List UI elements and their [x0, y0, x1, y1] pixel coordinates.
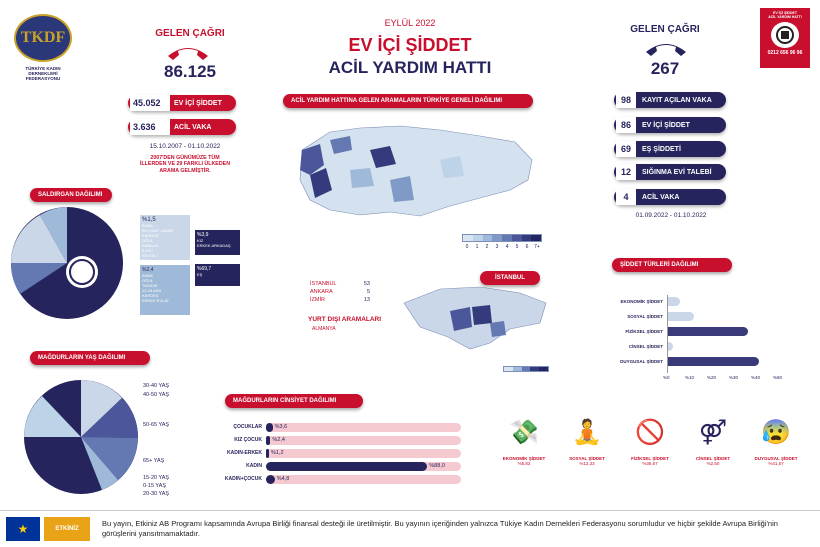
right-row-2-value: 69 [616, 141, 636, 157]
gender-bar-track [266, 436, 461, 445]
hotline-line2: ACİL YARDIM HATTI [768, 15, 802, 19]
icon-pct-2: %36,67 [642, 461, 658, 466]
gender-bar-value: %1,2 [271, 450, 284, 456]
icon-item-2 [621, 418, 679, 493]
aggr-box4-item-3: 12-18 ARA [142, 288, 162, 293]
gender-bar-track [266, 423, 461, 432]
phone-icon-left [165, 42, 211, 62]
gender-label: MAĞDURLARIN CİNSİYET DAĞILIMI [225, 394, 363, 408]
city-name-1: ANKARA [310, 289, 333, 295]
aggr-box2-item-1: ERKEK ARKADAŞ [197, 243, 231, 248]
violence-types-label: ŞİDDET TÜRLERİ DAĞILIMI [612, 258, 732, 272]
violence-axis-tick: %0 [663, 375, 670, 380]
istanbul-map [400, 283, 550, 358]
phone-icon-right [643, 38, 689, 58]
left-row-1-value: 3.636 [130, 119, 170, 135]
ist-legend-swatch-0 [504, 367, 513, 371]
violence-axis-tick: %10 [685, 375, 695, 380]
legend-swatch-7 [531, 235, 541, 241]
icon-item-4 [747, 418, 805, 493]
aggr-box1-item-5: İLGİLİ [142, 248, 153, 253]
icon-pct-1: %12,33 [579, 461, 595, 466]
title-line1: EV İÇİ ŞİDDET [348, 35, 472, 55]
aggr-box1-item-7: EŞ [142, 258, 148, 263]
right-row-1 [614, 117, 726, 133]
etkiniz-logo: ETKİNİZ [44, 517, 90, 541]
eu-flag-icon: ★ [6, 517, 40, 541]
aggr-box1-item-2: KARDEŞ [142, 233, 159, 238]
right-row-3-value: 12 [616, 164, 636, 180]
gender-bar-value: %2,4 [272, 437, 285, 443]
age-label-5: 0-15 YAŞ [143, 483, 167, 489]
hotline-line1: EV İÇİ ŞİDDET [773, 11, 797, 15]
aggr-box4-item-0: ANNE [142, 273, 154, 278]
right-row-2 [614, 141, 726, 157]
gender-row-label: KADIN-ERKEK [227, 450, 262, 456]
gender-symbols-icon: ⚤ [698, 419, 728, 446]
logo-caption: TÜRKİYE KADIN DERNEKLERİ FEDERASYONU [25, 66, 61, 81]
city-value-2: 13 [363, 297, 370, 303]
gender-row-label: KADIN+ÇOCUK [224, 476, 262, 482]
age-label-2: 50-65 YAŞ [143, 422, 170, 428]
aggr-box4-item-5: ERKEK EVLAT [142, 298, 170, 303]
federation-logo: TKDF [14, 14, 72, 62]
violence-bar [667, 312, 694, 321]
map-legend-bar [462, 234, 542, 242]
left-calls-label: GELEN ÇAĞRI [155, 28, 225, 39]
gender-row [200, 435, 470, 446]
gender-bar [266, 475, 275, 484]
right-row-4-value: 4 [616, 189, 636, 205]
city-name-0: İSTANBUL [310, 281, 337, 287]
violence-axis-tick: %30 [729, 375, 739, 380]
istanbul-legend [503, 366, 549, 372]
right-row-3-label: SIĞINMA EVİ TALEBİ [642, 168, 712, 176]
violence-row-label: CİNSEL ŞİDDET [628, 344, 663, 349]
legend-tick-6: 6 [525, 244, 529, 250]
left-row-0-label: EV İÇİ ŞİDDET [174, 99, 222, 107]
right-row-0-value: 98 [616, 92, 636, 108]
right-row-4-label: ACİL VAKA [642, 193, 680, 201]
legend-tick-3: 3 [495, 244, 499, 250]
abroad-title: YURT DIŞI ARAMALARI [308, 316, 382, 323]
age-label-3: 65+ YAŞ [143, 458, 165, 464]
right-row-0 [614, 92, 726, 108]
left-row-1-label: ACİL VAKA [174, 123, 212, 131]
gender-row-label: KADIN [246, 463, 262, 469]
aggressor-pie [10, 206, 125, 321]
social-icon: 🧘 [572, 419, 602, 446]
hotline-phone-icon [771, 22, 799, 48]
aggr-box1-item-1: BOYUNE / ANNE [142, 228, 174, 233]
violence-bar [667, 327, 748, 336]
icons-row [495, 418, 805, 493]
city-value-0: 53 [363, 281, 370, 287]
legend-swatch-4 [502, 235, 512, 241]
violence-axis-tick: %20 [707, 375, 717, 380]
city-row-2 [310, 297, 370, 303]
legend-swatch-3 [492, 235, 502, 241]
gender-row-label: ÇOCUKLAR [233, 424, 262, 430]
turkey-map [290, 120, 540, 230]
icon-label-0: EKONOMİK ŞİDDET [502, 456, 546, 461]
left-calls-total: 86.125 [164, 62, 216, 81]
gender-row-label: KIZ ÇOCUK [234, 437, 262, 443]
hotline-phone: 0212 656 96 96 [767, 50, 803, 56]
violence-chart [605, 295, 805, 390]
age-label-4: 15-20 YAŞ [143, 475, 170, 481]
ist-legend-swatch-2 [522, 367, 531, 371]
left-row-0-value: 45.052 [130, 95, 170, 111]
aggr-box1-item-6: SEVGİLİ [142, 253, 158, 258]
gender-row [200, 461, 470, 472]
gender-bar [266, 436, 270, 445]
footer [0, 510, 820, 547]
icon-label-4: DUYGUSAL ŞİDDET [754, 456, 798, 461]
emotional-icon: 😰 [761, 419, 791, 446]
age-label-0: 30-40 YAŞ [143, 383, 170, 389]
gender-chart [200, 422, 470, 494]
ist-legend-swatch-4 [539, 367, 548, 371]
city-list [310, 281, 370, 303]
icon-pct-3: %2,50 [706, 461, 720, 466]
legend-tick-5: 5 [515, 244, 519, 250]
legend-swatch-1 [473, 235, 483, 241]
icon-label-3: CİNSEL ŞİDDET [695, 456, 731, 461]
aggr-box4-item-2: TANIDIK [142, 283, 158, 288]
legend-tick-7: 7+ [534, 244, 540, 250]
aggr-box1-item-3: OĞUL [142, 238, 154, 243]
legend-swatch-5 [512, 235, 522, 241]
icon-pct-4: %41,67 [768, 461, 784, 466]
gender-row [200, 448, 470, 459]
no-violence-icon: 🚫 [635, 419, 665, 446]
aggr-box1-pct: %1,5 [142, 217, 156, 223]
violence-axis [663, 375, 787, 383]
aggressor-label: SALDIRGAN DAĞILIMI [30, 188, 112, 202]
gender-row [200, 422, 470, 433]
aggressor-box-1 [140, 215, 190, 263]
legend-tick-0: 0 [465, 244, 469, 250]
city-value-1: 5 [366, 289, 370, 295]
aggr-box4-item-1: OĞUL [142, 278, 154, 283]
map-section-label: ACİL YARDIM HATTINA GELEN ARAMALARIN TÜRKİYE GENELİ DAĞILIMI [283, 94, 533, 108]
gender-bar [266, 423, 273, 432]
gender-bar-track [266, 449, 461, 458]
ist-legend-swatch-3 [530, 367, 539, 371]
right-row-2-label: EŞ ŞİDDETİ [642, 145, 681, 153]
violence-axis-line [667, 295, 668, 373]
abroad-country: ALMANYA [312, 326, 336, 332]
month-label: EYLÜL 2022 [384, 18, 436, 28]
right-row-4 [614, 189, 726, 205]
aggr-box1-item-4: BABALIK [142, 243, 159, 248]
money-icon: 💸 [509, 419, 539, 446]
right-row-0-label: KAYIT AÇILAN VAKA [642, 96, 712, 104]
aggr-box2-pct: %3,9 [197, 232, 209, 238]
icon-pct-0: %5,83 [517, 461, 531, 466]
aggressor-box-3 [195, 264, 240, 286]
aggr-box1-item-0: BABA [142, 223, 153, 228]
gender-bar [266, 449, 269, 458]
aggressor-box-2 [195, 230, 240, 255]
aggr-box3-pct: %69,7 [197, 266, 212, 272]
ist-legend-swatch-1 [513, 367, 522, 371]
city-row-1 [310, 289, 370, 295]
right-row-1-label: EV İÇİ ŞİDDET [642, 121, 690, 129]
aggr-box4-pct: %2,4 [142, 267, 154, 273]
gender-bar-value: %88,0 [429, 463, 445, 469]
legend-tick-2: 2 [485, 244, 489, 250]
right-period: 01.09.2022 - 01.10.2022 [635, 212, 707, 219]
aggr-box4-item-4: KARDEŞ [142, 293, 159, 298]
right-calls-total: 267 [650, 59, 680, 78]
icon-item-0 [495, 418, 553, 493]
gender-bar-track [266, 475, 461, 484]
icon-item-3 [684, 418, 742, 493]
age-label: MAĞDURLARIN YAŞ DAĞILIMI [30, 351, 150, 365]
city-name-2: İZMİR [310, 297, 325, 303]
legend-tick-1: 1 [475, 244, 479, 250]
age-labels [143, 380, 203, 500]
footer-text: Bu yayın, Etkiniz AB Programı kapsamında Avrupa Birliği finansal desteği ile üretilmiştir. Bu yayının içeriğinden yalnızca Tükiye Kadın Dernekleri Federasyonu sorumludur ve hiçbir şekilde Avrupa Birliği'nin görüşlerini yansıtmamaktadır. [102, 519, 778, 538]
violence-bar [667, 297, 680, 306]
left-row-1 [128, 119, 236, 135]
violence-row-label: FİZİKSEL ŞİDDET [625, 329, 663, 334]
gender-bar-value: %4,8 [276, 476, 290, 482]
aggressor-box-4 [140, 265, 190, 315]
map-legend [462, 234, 542, 254]
gender-bar [266, 462, 427, 471]
left-period: 15.10.2007 - 01.10.2022 [149, 143, 221, 150]
violence-bar [667, 357, 759, 366]
map-legend-ticks [462, 244, 542, 250]
right-row-3 [614, 164, 726, 180]
aggr-box2-item-0: KIZ [197, 238, 204, 243]
age-label-1: 40-50 YAŞ [143, 392, 170, 398]
left-note: 2007'DEN GÜNÜMÜZE TÜM İLLERDEN VE 29 FARKLI ÜLKEDEN ARAMA GELMİŞTİR. [139, 155, 231, 174]
age-pie [22, 378, 140, 496]
legend-swatch-2 [483, 235, 493, 241]
age-label-6: 20-30 YAŞ [143, 491, 170, 497]
right-row-1-value: 86 [616, 117, 636, 133]
legend-tick-4: 4 [505, 244, 509, 250]
violence-axis-tick: %40 [751, 375, 761, 380]
icon-item-1 [558, 418, 616, 493]
gender-row [200, 474, 470, 485]
violence-row-label: EKONOMİK ŞİDDET [620, 299, 663, 304]
aggr-box3-item-0: EŞ [197, 272, 203, 277]
violence-axis-tick: %50 [773, 375, 783, 380]
violence-row-label: SOSYAL ŞİDDET [627, 314, 663, 319]
left-row-0 [128, 95, 236, 111]
gender-bar-value: %3,6 [274, 424, 288, 430]
icon-label-2: FİZİKSEL ŞİDDET [631, 456, 669, 461]
hotline-badge [760, 8, 810, 68]
title-line2: ACİL YARDIM HATTI [328, 58, 492, 77]
right-calls-label: GELEN ÇAĞRI [630, 24, 700, 35]
icon-label-1: SOSYAL ŞİDDET [569, 456, 605, 461]
city-row-0 [310, 281, 370, 287]
violence-row-label: DUYGUSAL ŞİDDET [620, 359, 663, 364]
istanbul-label: İSTANBUL [480, 271, 540, 285]
legend-swatch-0 [463, 235, 473, 241]
legend-swatch-6 [522, 235, 532, 241]
